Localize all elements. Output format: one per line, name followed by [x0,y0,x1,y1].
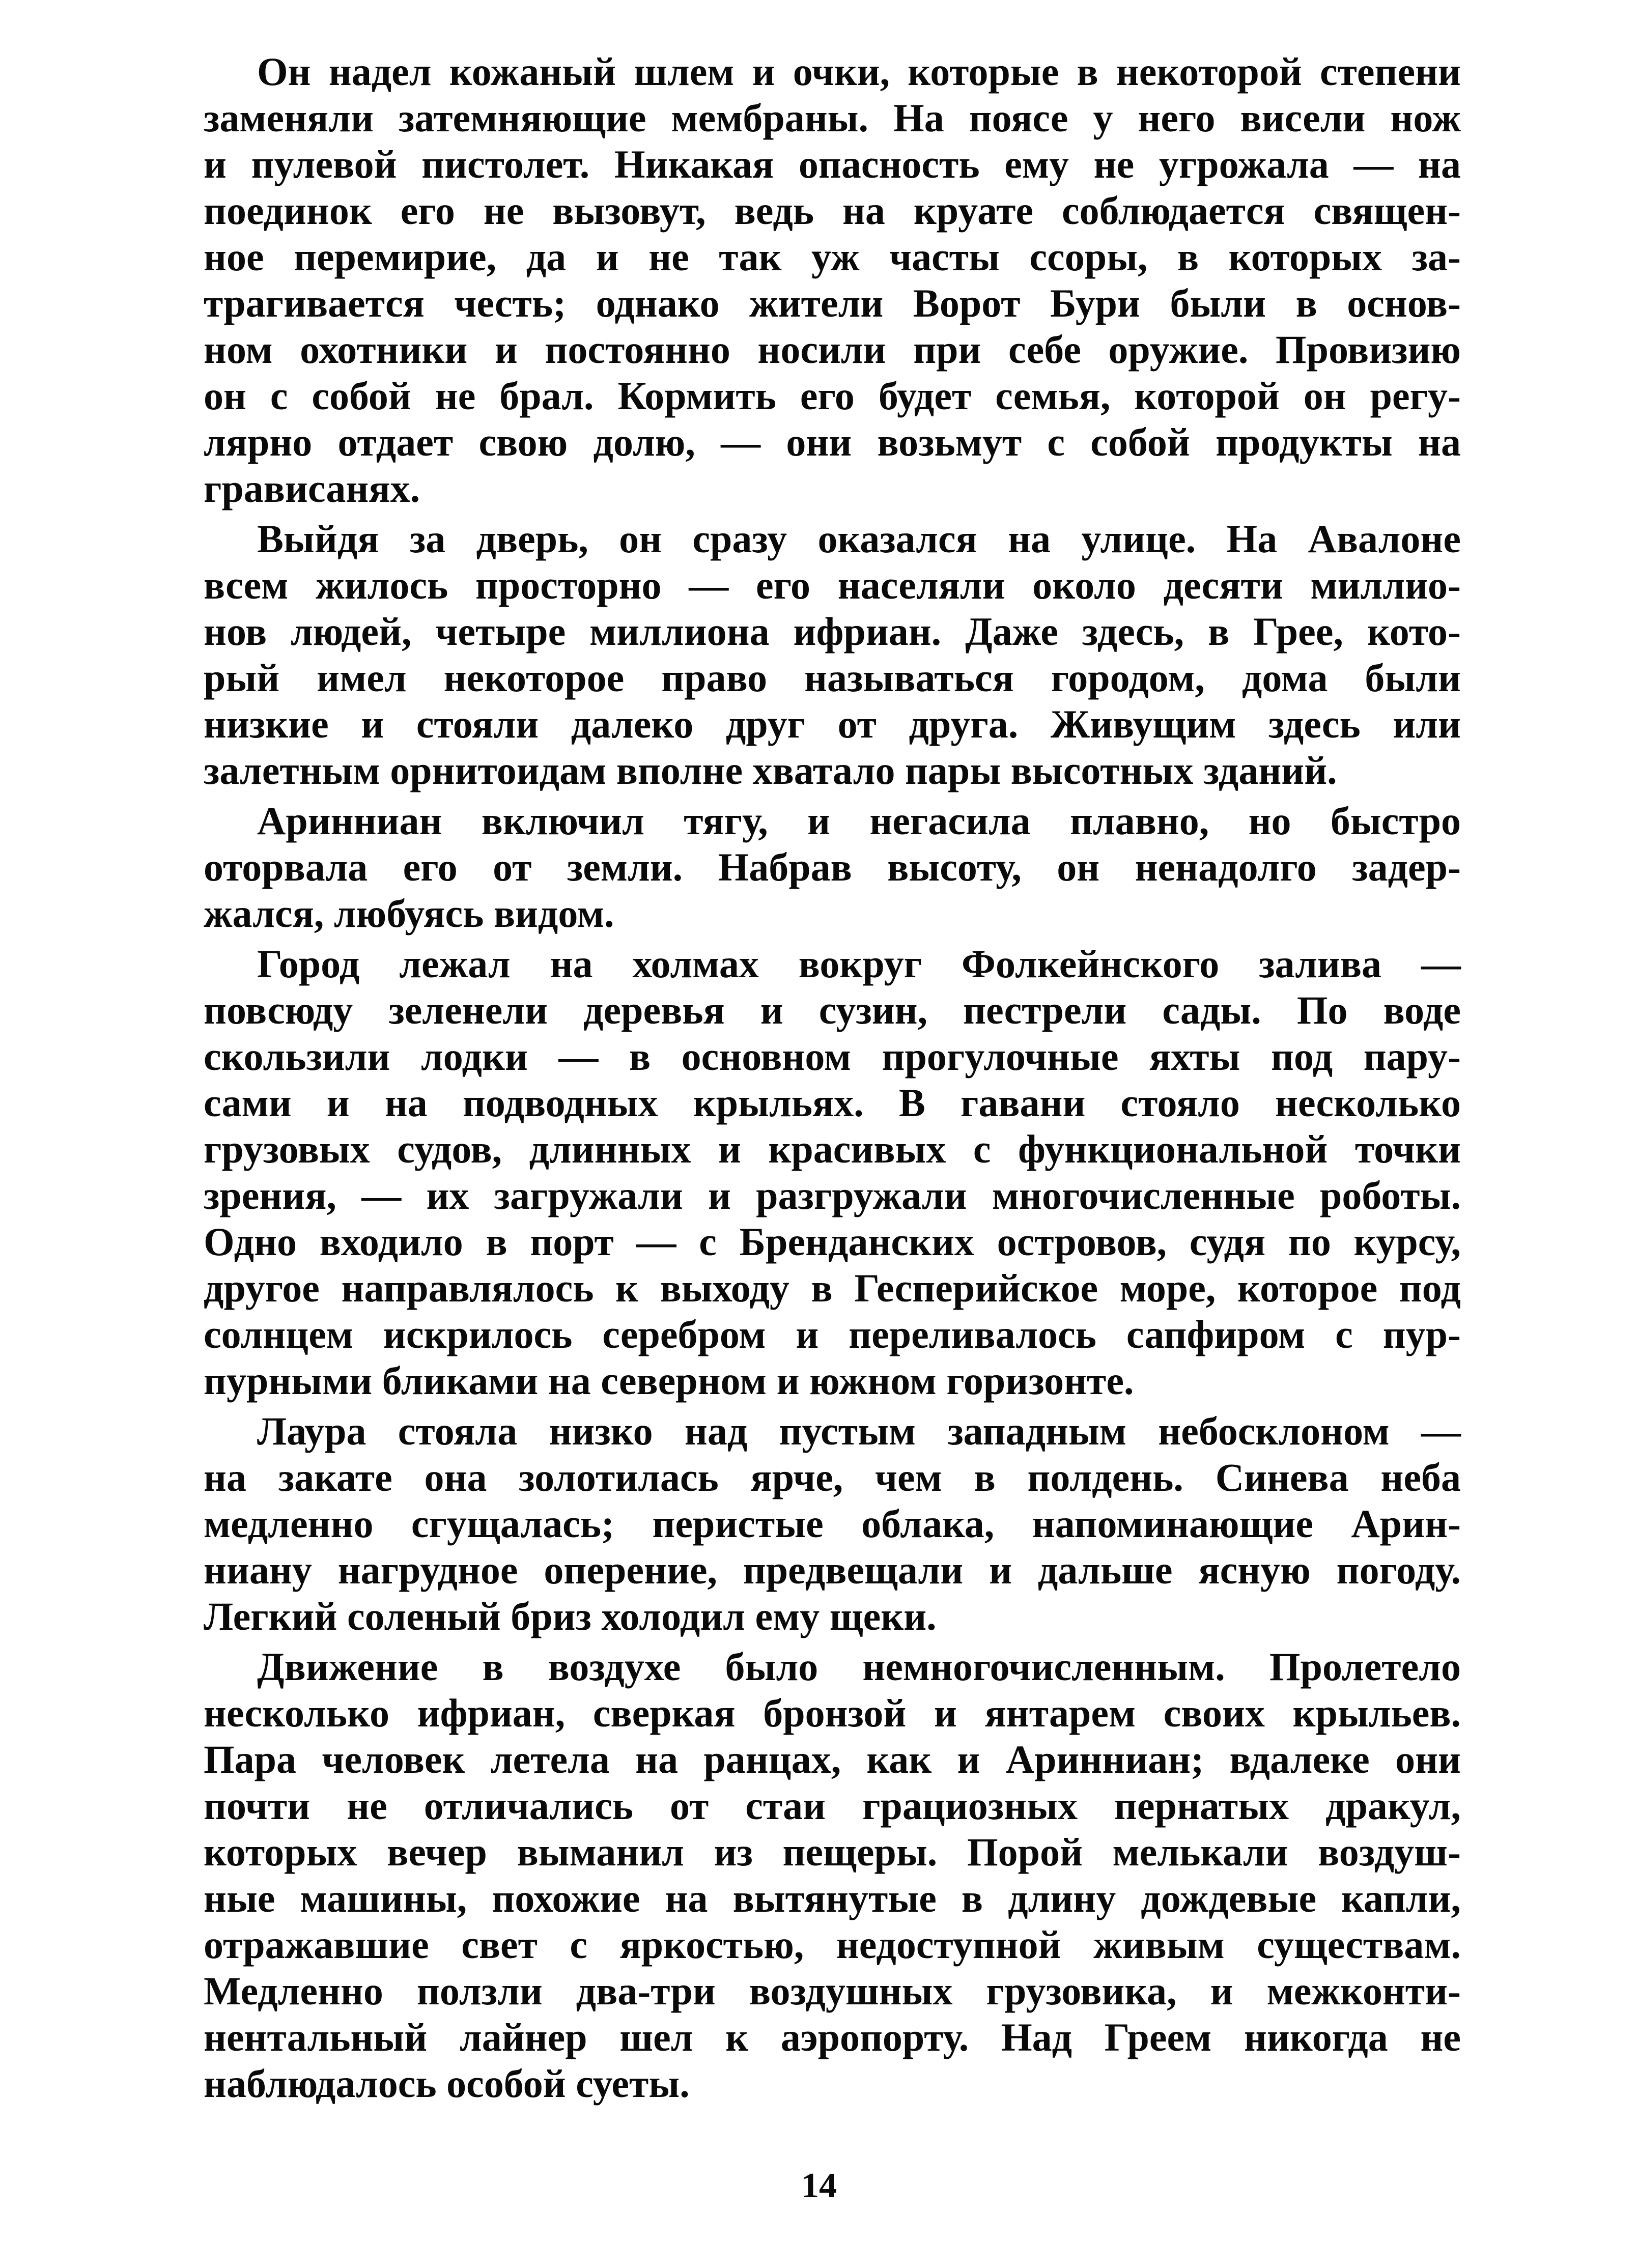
text-line: ное перемирие, да и не так уж часты ссоры, в которых за- [204,235,1461,279]
text-line: сами и на подводных крыльях. В гавани стояло несколько [204,1081,1461,1125]
text-line: низкие и стояли далеко друг от друга. Живущим здесь или [204,702,1461,746]
text-line: ные машины, похожие на вытянутые в длину дождевые капли, [204,1876,1461,1920]
paragraph [204,516,1461,793]
text-line: залетным орнитоидам вполне хватало пары высотных зданий. [204,748,1337,792]
text-line: на закате она золотилась ярче, чем в полдень. Синева неба [204,1455,1461,1499]
text-line: жался, любуясь видом. [204,891,614,935]
text-line: почти не отличались от стаи грациозных пернатых дракул, [204,1783,1461,1828]
text-line: скользили лодки — в основном прогулочные яхты под пару- [204,1034,1461,1079]
text-line: нентальный лайнер шел к аэропорту. Над Греем никогда не [204,2015,1461,2059]
paragraph [204,48,1461,512]
text-line: отражавшие свет с яркостью, недоступной живым существам. [204,1922,1461,1967]
text-line: которых вечер выманил из пещеры. Порой мелькали воздуш- [204,1830,1461,1874]
text-line: ном охотники и постоянно носили при себе оружие. Провизию [204,327,1461,372]
text-line: Пара человек летела на ранцах, как и Аринниан; вдалеке они [204,1737,1461,1781]
text-line: оторвала его от земли. Набрав высоту, он ненадолго задер- [204,845,1461,889]
text-line: повсюду зеленели деревья и сузин, пестрели сады. По воде [204,988,1461,1032]
text-line: лярно отдает свою долю, — они возьмут с собой продукты на [204,420,1461,464]
text-line: он с собой не брал. Кормить его будет семья, которой он регу- [204,374,1461,418]
text-line: зрения, — их загружали и разгружали многочисленные роботы. [204,1173,1461,1217]
paragraph [204,798,1461,937]
text-line: Аринниан включил тягу, и негасила плавно, но быстро [257,799,1461,843]
text-line: несколько ифриан, сверкая бронзой и янтарем своих крыльев. [204,1691,1461,1735]
text-line: Выйдя за дверь, он сразу оказался на улице. На Авалоне [257,517,1461,561]
text-line: нов людей, четыре миллиона ифриан. Даже здесь, в Грее, кото- [204,609,1461,654]
paragraph [204,1643,1461,2107]
text-line: и пулевой пистолет. Никакая опасность ему не угрожала — на [204,142,1461,186]
text-line: пурными бликами на северном и южном горизонте. [204,1358,1134,1403]
text-line: Он надел кожаный шлем и очки, которые в некоторой степени [257,49,1461,94]
text-line: заменяли затемняющие мембраны. На поясе у него висели нож [204,96,1461,140]
text-line: медленно сгущалась; перистые облака, напоминающие Арин- [204,1501,1461,1546]
page-number: 14 [801,2166,837,2205]
text-line: солнцем искрилось серебром и переливалось сапфиром с пур- [204,1312,1461,1356]
paragraph [204,1408,1461,1639]
text-line: Движение в воздухе было немногочисленным. Пролетело [257,1645,1461,1689]
text-line: трагивается честь; однако жители Ворот Бури были в основ- [204,281,1461,325]
text-line: наблюдалось особой суеты. [204,2061,690,2106]
text-line: грависанях. [204,466,420,511]
paragraph [204,941,1461,1404]
text-line: другое направлялось к выходу в Гесперийское море, которое под [204,1266,1461,1310]
body-text [204,48,1461,2111]
text-line: Лаура стояла низко над пустым западным небосклоном — [257,1409,1461,1453]
text-line: всем жилось просторно — его населяли около десяти миллио- [204,563,1461,607]
text-line: поединок его не вызовут, ведь на круате соблюдается священ- [204,188,1461,233]
text-line: Легкий соленый бриз холодил ему щеки. [204,1594,937,1638]
text-line: Одно входило в порт — с Бренданских островов, судя по курсу, [204,1220,1461,1264]
text-line: рый имел некоторое право называться городом, дома были [204,656,1461,700]
text-line: Медленно ползли два-три воздушных грузовика, и межконти- [204,1969,1461,2013]
text-line: ниану нагрудное оперение, предвещали и дальше ясную погоду. [204,1548,1461,1592]
text-line: грузовых судов, длинных и красивых с функциональной точки [204,1127,1461,1171]
text-line: Город лежал на холмах вокруг Фолкейнского залива — [257,942,1461,986]
